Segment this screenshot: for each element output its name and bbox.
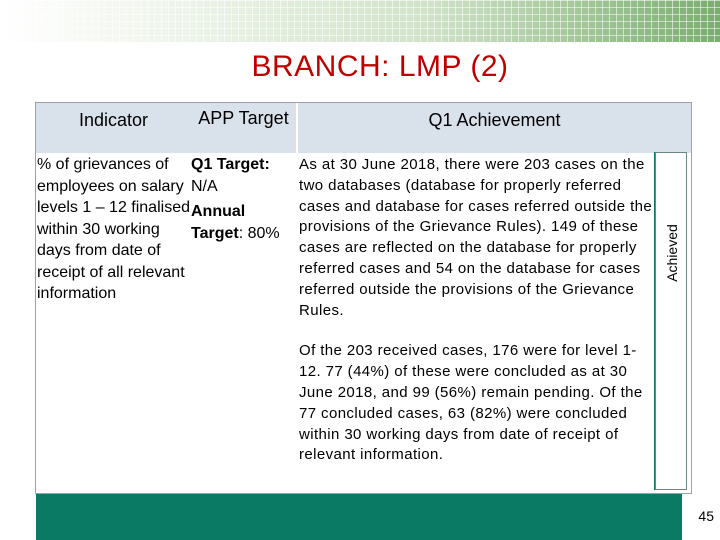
annual-target-value: : 80% xyxy=(238,224,280,242)
q1-achievement-cell xyxy=(299,155,657,466)
page-title: BRANCH: LMP (2) xyxy=(251,50,509,83)
header-q1-achievement: Q1 Achievement xyxy=(298,103,691,153)
achieved-status-label: Achieved xyxy=(664,224,680,282)
top-banner xyxy=(0,0,720,42)
q1-target-label: Q1 Target: xyxy=(191,156,270,173)
status-column-inner xyxy=(655,152,687,490)
app-target-cell xyxy=(191,154,296,244)
indicator-cell: % of grievances of employees on salary levels 1 – 12 finalised within 30 working days from date of receipt of all relevant information xyxy=(37,156,190,302)
header-app-target: APP Target xyxy=(191,103,296,153)
annual-target-text xyxy=(191,201,296,244)
status-column xyxy=(655,152,687,490)
annual-target-label: Annual Target xyxy=(191,203,246,242)
page-number: 45 xyxy=(698,508,714,524)
q1-paragraph-2: Of the 203 received cases, 176 were for level 1-12. 77 (44%) of these were concluded as at 30 June 2018, and 99 (56%) remain pending. Of the 77 concluded cases, 63 (82%) were concluded within 30 working days from date of receipt of relevant information. xyxy=(299,342,643,464)
indicator-table xyxy=(35,102,692,494)
banner-grid-pattern xyxy=(0,0,720,42)
q1-paragraph-1: As at 30 June 2018, there were 203 cases on the two databases (database for properly referred cases and database for cases referred outside the provisions of the Grievance Rules). 149 of these cases are reflected on the database for properly referred cases and 54 on the database for cases referred outside the provisions of the Grievance Rules. xyxy=(299,156,653,319)
header-indicator: Indicator xyxy=(36,103,191,153)
q1-target-value: N/A xyxy=(191,177,218,195)
footer-bar xyxy=(36,494,682,540)
